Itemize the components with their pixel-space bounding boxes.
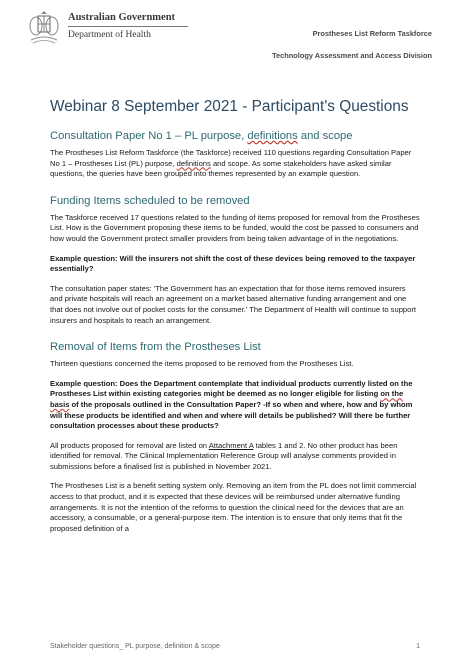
paragraph-text: All products proposed for removal are listed on (50, 440, 209, 450)
spelling-flag-word: definitions (247, 130, 298, 142)
section-heading-funding-items: Funding Items scheduled to be removed (50, 194, 250, 207)
paragraph: The Prostheses List is a benefit setting system only. Removing an item from the PL does not limit commercial access to that product, and it is expected that these devices will be reimbursed under alternative funding arrangements. It is not the intention of the reforms to question the clinical need for the devices that are an accessory, a consumable, or a general-purpose item. The intention is to ensure that only items that fit the proposed definition of a (50, 481, 417, 533)
example-question: Example question: Will the insurers not shift the cost of these devices being removed to the taxpayer essentially? (50, 253, 416, 274)
paragraph (50, 148, 420, 180)
example-question (50, 379, 420, 432)
page-header (0, 0, 464, 75)
coat-of-arms-icon (27, 10, 61, 46)
attachment-a-link[interactable]: Attachment A (208, 440, 254, 450)
section-heading-removal-of-items: Removal of Items from the Prostheses List (50, 341, 261, 354)
heading-text: Consultation Paper No 1 – PL purpose, (50, 130, 248, 142)
department-name: Department of Health (68, 30, 151, 40)
document-body (50, 98, 420, 543)
paragraph: Thirteen questions concerned the items proposed to be removed from the Prostheses List. (50, 359, 354, 369)
paragraph (50, 441, 420, 473)
page-footer (50, 643, 420, 650)
question-text: of the proposals outlined in the Consultation Paper? -If so when and where, how and by whom will these products be identified and when and where will details be published? Will there be further consultation processes about these products? (50, 399, 413, 431)
spelling-flag-phrase: on the basis (50, 389, 404, 409)
question-text: Example question: Does the Department contemplate that individual products currently listed on the Prostheses List within existing categories might be deemed as no longer eligible for listing (50, 378, 413, 399)
taskforce-name: Prostheses List Reform Taskforce (312, 29, 432, 38)
page-number: 1 (416, 643, 420, 650)
header-divider (68, 26, 188, 27)
government-name: Australian Government (68, 12, 176, 23)
section-heading-consultation-paper (50, 130, 420, 142)
footer-title: Stakeholder questions_ PL purpose, definition & scope (50, 643, 220, 650)
page-title: Webinar 8 September 2021 - Participant's Questions (50, 98, 409, 115)
division-name: Technology Assessment and Access Division (272, 51, 432, 60)
paragraph-text: and scope. As some stakeholders have asked similar questions, the queries have been grouped into themes represented by an example question. (50, 158, 392, 179)
heading-text: and scope (297, 130, 353, 142)
paragraph-text: tables 1 and 2. No other product has been identified for removal. The Clinical Implementation Reference Group will analyse comments provided in submissions before a finalised list is published in November 2021. (50, 440, 398, 471)
paragraph: The Taskforce received 17 questions related to the funding of items proposed for removal from the Prostheses List. How is the Government proposing these items to be funded, would the cost be passed to consumers and how would the Government protect smaller providers from being taken advantage of in the negotiations. (50, 212, 420, 243)
paragraph: The consultation paper states: 'The Government has an expectation that for those items removed insurers and private hospitals will reach an agreement on a market based alternative funding arrangement and one that does not involve out of pocket costs for the consumer.' The Department of Health will continue to support insurers and hospitals to reach an arrangement. (50, 283, 417, 325)
paragraph-text: The Prostheses List Reform Taskforce (the Taskforce) received 110 questions regarding Consultation Paper No 1 – Prostheses List (PL) purpose, (50, 148, 412, 168)
spelling-flag-word: definitions (176, 158, 211, 168)
